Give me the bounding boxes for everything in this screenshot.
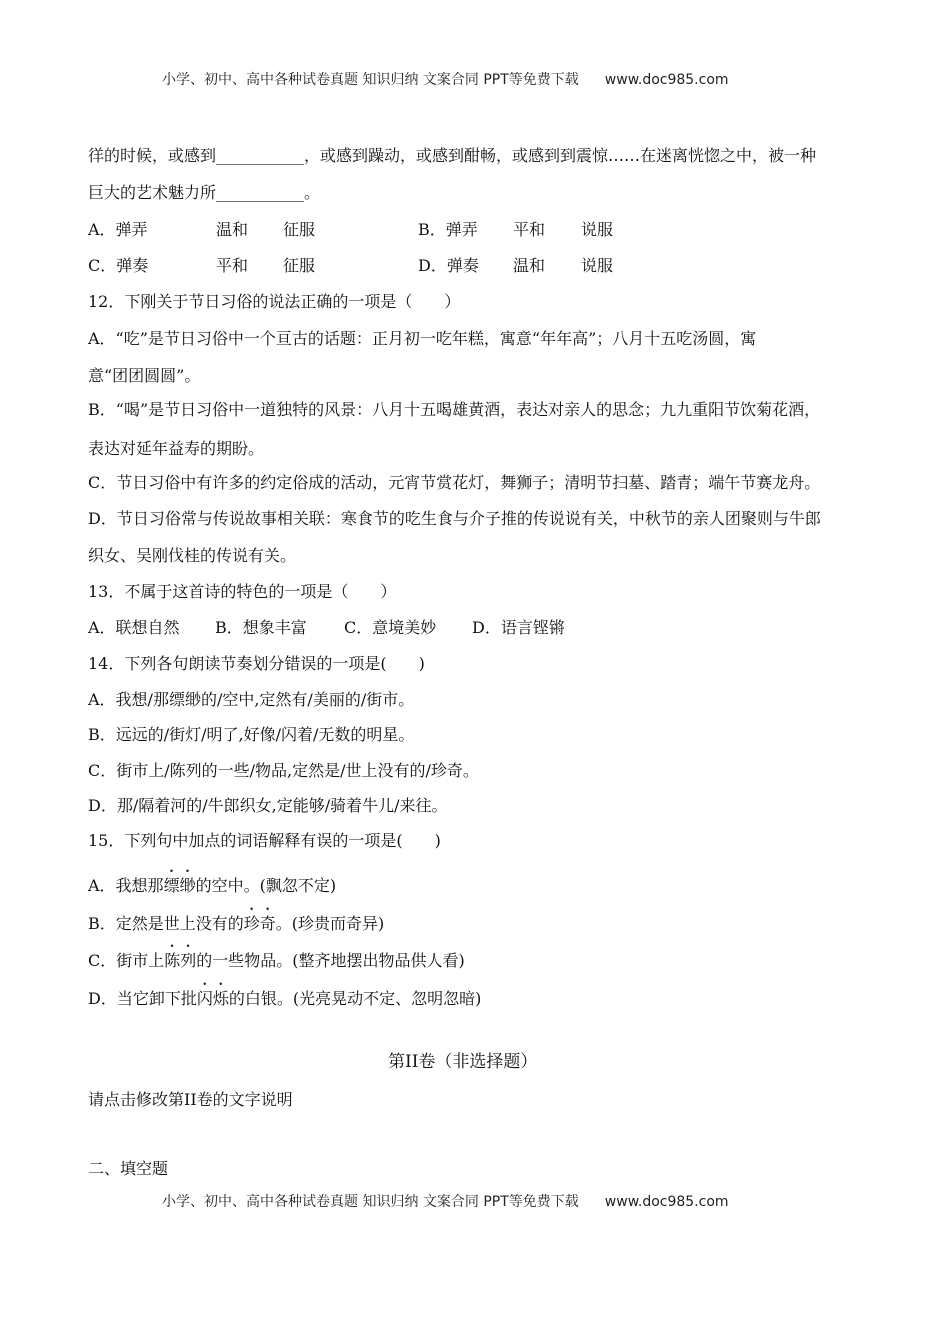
- q11-option-d-word1: 温和: [513, 256, 546, 275]
- section-heading: 二、填空题: [88, 1159, 169, 1178]
- q11-option-d: D．弹奏: [418, 256, 479, 275]
- q11-option-a-word2: 征服: [283, 220, 316, 239]
- q13-option-b: B．想象丰富: [215, 618, 307, 637]
- q15-option-d: D．当它卸下批闪烁的白银。(光亮晃动不定、忽明忽暗): [88, 989, 482, 1008]
- q12-option-d-line1: D．节日习俗常与传说故事相关联：寒食节的吃生食与介子推的传说说有关，中秋节的亲人团聚则与牛郎: [88, 509, 821, 528]
- q12-option-c: C．节日习俗中有许多的约定俗成的活动，元宵节赏花灯，舞狮子；清明节扫墓、踏青；端午节赛龙舟。: [88, 473, 821, 492]
- q12-option-b-line1: B．“喝”是节日习俗中一道独特的风景：八月十五喝雄黄酒，表达对亲人的思念；九九重阳节饮菊花酒，: [88, 400, 821, 419]
- q11-line1: 徉的时候，或感到___________，或感到躁动，或感到酣畅，或感到到震惊……在迷离恍惚之中，被一种: [88, 146, 817, 165]
- part2-title: 第II卷（非选择题）: [388, 1052, 538, 1072]
- q14-option-d: D．那/隔着河的/牛郎织女,定能够/骑着牛儿/来往。: [88, 796, 448, 815]
- emphasized-word: 闪烁: [196, 989, 229, 1008]
- q11-option-c-word1: 平和: [216, 256, 249, 275]
- q11-option-c: C．弹奏: [88, 256, 149, 275]
- page-header: [162, 70, 729, 90]
- q11-option-c-word2: 征服: [283, 256, 316, 275]
- q11-option-a-word1: 温和: [216, 220, 249, 239]
- q11-option-a: A．弹弄: [88, 220, 148, 239]
- q14-stem: 14．下列各句朗读节奏划分错误的一项是( ): [88, 654, 425, 673]
- part2-description[interactable]: 请点击修改第II卷的文字说明: [88, 1090, 293, 1109]
- q15-option-b: B．定然是世上没有的珍奇。(珍贵而奇异): [88, 914, 385, 933]
- q13-stem: 13．不属于这首诗的特色的一项是（ ）: [88, 582, 397, 601]
- q14-option-a: A．我想/那缥缈的/空中,定然有/美丽的/街市。: [88, 690, 415, 709]
- q15-option-c: C．街市上陈列的一些物品。(整齐地摆出物品供人看): [88, 951, 465, 970]
- q11-line2: 巨大的艺术魅力所___________。: [88, 183, 321, 202]
- page-footer: [162, 1192, 729, 1212]
- emphasized-word: 珍奇: [243, 914, 276, 933]
- q11-option-b: B．弹弄: [418, 220, 478, 239]
- emphasized-word: 陈列: [164, 951, 197, 970]
- q12-option-a-line2: 意“团团圆圆”。: [88, 366, 201, 385]
- header-text: 小学、初中、高中各种试卷真题 知识归纳 文案合同 PPT等免费下载: [162, 72, 579, 88]
- q12-stem: 12．下刚关于节日习俗的说法正确的一项是（ ）: [88, 292, 461, 311]
- q11-option-b-word2: 说服: [581, 220, 614, 239]
- footer-url[interactable]: www.doc985.com: [604, 1194, 729, 1210]
- emphasized-word: 缥缈: [163, 876, 196, 895]
- q13-option-a: A．联想自然: [88, 618, 180, 637]
- q12-option-b-line2: 表达对延年益寿的期盼。: [88, 439, 265, 458]
- q11-option-d-word2: 说服: [581, 256, 614, 275]
- q15-stem: 15．下列句中加点的词语解释有误的一项是( ): [88, 831, 441, 850]
- q14-option-b: B．远远的/街灯/明了,好像/闪着/无数的明星。: [88, 725, 415, 744]
- q12-option-d-line2: 织女、吴刚伐桂的传说有关。: [88, 546, 297, 565]
- q11-option-b-word1: 平和: [513, 220, 546, 239]
- q13-option-c: C．意境美妙: [344, 618, 437, 637]
- q14-option-c: C．街市上/陈列的一些/物品,定然是/世上没有的/珍奇。: [88, 761, 479, 780]
- header-url[interactable]: www.doc985.com: [604, 72, 729, 88]
- footer-text: 小学、初中、高中各种试卷真题 知识归纳 文案合同 PPT等免费下载: [162, 1194, 579, 1210]
- q15-option-a: A．我想那缥缈的空中。(飘忽不定): [88, 876, 337, 895]
- q12-option-a-line1: A．“吃”是节日习俗中一个亘古的话题：正月初一吃年糕，寓意“年年高”；八月十五吃汤圆，寓: [88, 329, 757, 348]
- q13-option-d: D．语言铿锵: [472, 618, 565, 637]
